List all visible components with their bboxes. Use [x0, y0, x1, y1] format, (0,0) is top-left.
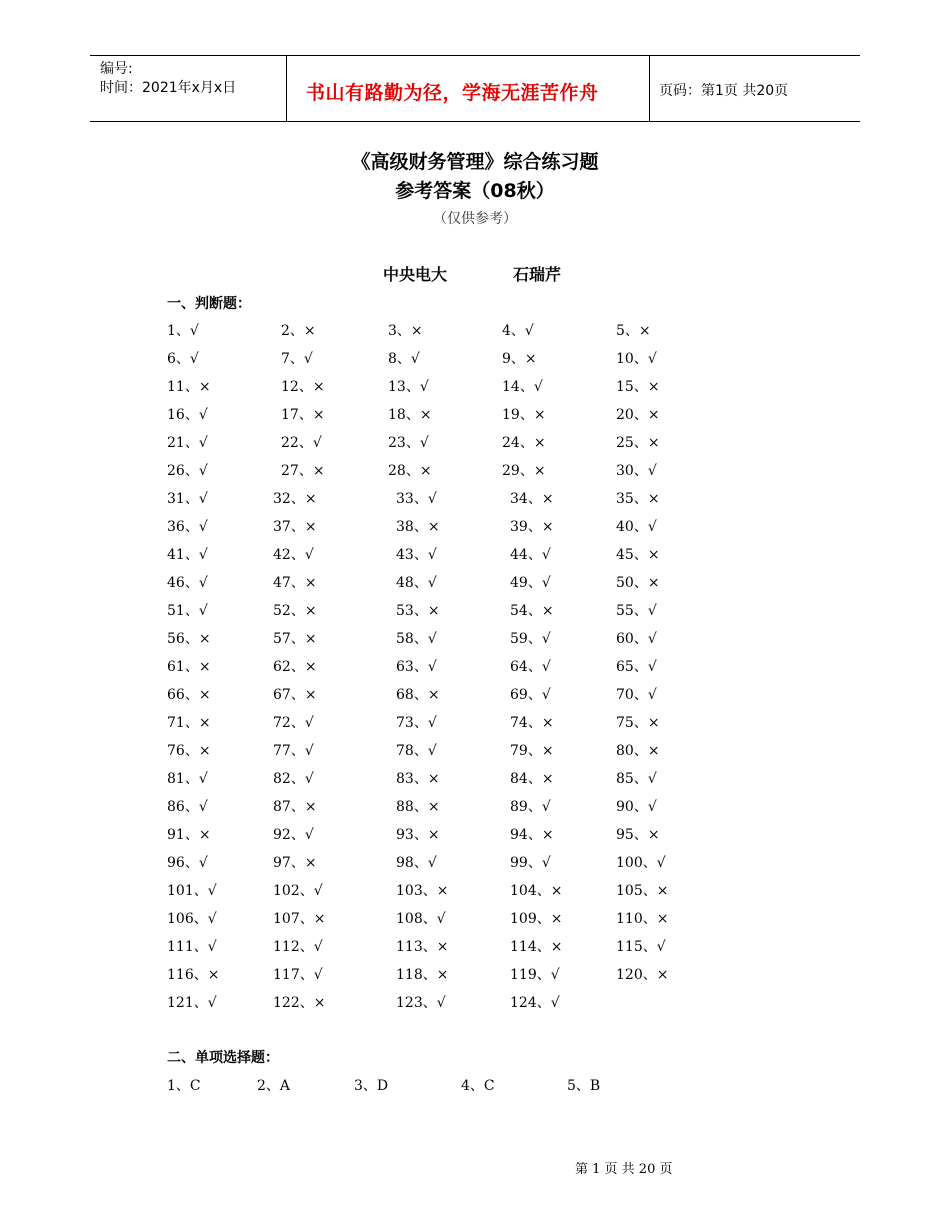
header-top-rule	[90, 55, 860, 56]
judgement-answer: 108、√	[396, 911, 446, 927]
judgement-answer: 109、×	[510, 911, 563, 927]
judgement-answer: 123、√	[396, 995, 446, 1011]
single-choice-answer: 4、C	[461, 1078, 495, 1094]
judgement-answer: 58、√	[396, 631, 437, 647]
document-title: 《高级财务管理》综合练习题	[351, 151, 599, 173]
judgement-answer: 77、√	[273, 743, 314, 759]
judgement-answer: 72、√	[273, 715, 314, 731]
judgement-answer: 28、×	[388, 463, 432, 479]
judgement-answer: 52、×	[273, 603, 317, 619]
judgement-answer: 119、√	[510, 967, 560, 983]
judgement-answer: 50、×	[616, 575, 660, 591]
judgement-answer: 47、×	[273, 575, 317, 591]
judgement-answer: 49、√	[510, 575, 551, 591]
header-divider-right	[649, 55, 650, 121]
author-name: 石瑞芹	[513, 265, 562, 284]
judgement-answer: 41、√	[167, 547, 208, 563]
judgement-answer: 26、√	[167, 463, 208, 479]
judgement-answer: 91、×	[167, 827, 211, 843]
judgement-answer: 66、×	[167, 687, 211, 703]
judgement-answer: 9、×	[502, 351, 537, 367]
judgement-answer: 65、√	[616, 659, 657, 675]
judgement-answer: 14、√	[502, 379, 543, 395]
judgement-answer: 12、×	[281, 379, 325, 395]
judgement-answer: 104、×	[510, 883, 563, 899]
judgement-answer: 78、√	[396, 743, 437, 759]
single-choice-answer: 2、A	[257, 1078, 291, 1094]
judgement-answer: 87、×	[273, 799, 317, 815]
single-choice-answer: 5、B	[567, 1078, 601, 1094]
judgement-answer: 86、√	[167, 799, 208, 815]
judgement-answer: 21、√	[167, 435, 208, 451]
judgement-answer: 73、√	[396, 715, 437, 731]
judgement-answer: 39、×	[510, 519, 554, 535]
judgement-answer: 29、×	[502, 463, 546, 479]
judgement-answer: 1、√	[167, 323, 199, 339]
judgement-answer: 31、√	[167, 491, 208, 507]
judgement-answer: 124、√	[510, 995, 560, 1011]
judgement-answer: 112、√	[273, 939, 323, 955]
single-choice-answer: 3、D	[354, 1078, 389, 1094]
judgement-answer: 67、×	[273, 687, 317, 703]
page-footer: 第 1 页 共 20 页	[575, 1162, 673, 1177]
judgement-answer: 71、×	[167, 715, 211, 731]
judgement-answer: 110、×	[616, 911, 669, 927]
judgement-answer: 93、×	[396, 827, 440, 843]
judgement-answer: 84、×	[510, 771, 554, 787]
judgement-answer: 27、×	[281, 463, 325, 479]
judgement-answer: 36、√	[167, 519, 208, 535]
judgement-answer: 43、√	[396, 547, 437, 563]
judgement-answer: 59、√	[510, 631, 551, 647]
judgement-answer: 101、√	[167, 883, 217, 899]
judgement-answer: 3、×	[388, 323, 423, 339]
judgement-answer: 6、√	[167, 351, 199, 367]
judgement-answer: 106、√	[167, 911, 217, 927]
reference-note: （仅供参考）	[433, 211, 517, 227]
single-choice-answer: 1、C	[167, 1078, 201, 1094]
judgement-answer: 22、√	[281, 435, 322, 451]
judgement-answer: 114、×	[510, 939, 563, 955]
judgement-answer: 100、√	[616, 855, 666, 871]
serial-label: 编号:	[100, 61, 133, 77]
judgement-answer: 20、×	[616, 407, 660, 423]
judgement-answer: 80、×	[616, 743, 660, 759]
judgement-answer: 51、√	[167, 603, 208, 619]
judgement-answer: 103、×	[396, 883, 449, 899]
document-subtitle: 参考答案（08秋）	[395, 180, 555, 202]
judgement-answer: 88、×	[396, 799, 440, 815]
judgement-answer: 32、×	[273, 491, 317, 507]
judgement-answer: 122、×	[273, 995, 326, 1011]
judgement-answer: 8、√	[388, 351, 420, 367]
judgement-answer: 89、√	[510, 799, 551, 815]
judgement-answer: 2、×	[281, 323, 316, 339]
header-bottom-rule	[90, 121, 860, 122]
judgement-answer: 13、√	[388, 379, 429, 395]
judgement-answer: 30、√	[616, 463, 657, 479]
time-label: 时间：2021年x月x日	[100, 80, 237, 96]
header-motto: 书山有路勤为径，学海无涯苦作舟	[306, 82, 599, 104]
judgement-answer: 82、√	[273, 771, 314, 787]
judgement-answer: 111、√	[167, 939, 217, 955]
judgement-answer: 68、×	[396, 687, 440, 703]
judgement-answer: 69、√	[510, 687, 551, 703]
judgement-answer: 15、×	[616, 379, 660, 395]
judgement-answer: 60、√	[616, 631, 657, 647]
judgement-answer: 120、×	[616, 967, 669, 983]
judgement-answer: 48、√	[396, 575, 437, 591]
judgement-answer: 57、×	[273, 631, 317, 647]
header-page-label: 页码：第1页 共20页	[659, 83, 789, 99]
judgement-answer: 64、√	[510, 659, 551, 675]
judgement-answer: 5、×	[616, 323, 651, 339]
judgement-answer: 40、√	[616, 519, 657, 535]
judgement-answer: 61、×	[167, 659, 211, 675]
judgement-answer: 34、×	[510, 491, 554, 507]
section-heading-single-choice: 二、单项选择题：	[167, 1050, 279, 1066]
judgement-answer: 19、×	[502, 407, 546, 423]
judgement-answer: 115、√	[616, 939, 666, 955]
judgement-answer: 56、×	[167, 631, 211, 647]
judgement-answer: 98、√	[396, 855, 437, 871]
judgement-answer: 74、×	[510, 715, 554, 731]
judgement-answer: 33、√	[396, 491, 437, 507]
judgement-answer: 107、×	[273, 911, 326, 927]
judgement-answer: 17、×	[281, 407, 325, 423]
judgement-answer: 62、×	[273, 659, 317, 675]
judgement-answer: 11、×	[167, 379, 211, 395]
judgement-answer: 46、√	[167, 575, 208, 591]
judgement-answer: 97、×	[273, 855, 317, 871]
judgement-answer: 18、×	[388, 407, 432, 423]
judgement-answer: 23、√	[388, 435, 429, 451]
judgement-answer: 24、×	[502, 435, 546, 451]
section-heading-judgement: 一、判断题：	[167, 296, 251, 312]
judgement-answer: 113、×	[396, 939, 449, 955]
header-divider-left	[286, 55, 287, 121]
judgement-answer: 116、×	[167, 967, 220, 983]
judgement-answer: 121、√	[167, 995, 217, 1011]
judgement-answer: 79、×	[510, 743, 554, 759]
judgement-answer: 63、√	[396, 659, 437, 675]
judgement-answer: 53、×	[396, 603, 440, 619]
judgement-answer: 96、√	[167, 855, 208, 871]
judgement-answer: 37、×	[273, 519, 317, 535]
judgement-answer: 85、√	[616, 771, 657, 787]
judgement-answer: 4、√	[502, 323, 534, 339]
judgement-answer: 75、×	[616, 715, 660, 731]
judgement-answer: 92、√	[273, 827, 314, 843]
judgement-answer: 44、√	[510, 547, 551, 563]
judgement-answer: 35、×	[616, 491, 660, 507]
judgement-answer: 102、√	[273, 883, 323, 899]
judgement-answer: 117、√	[273, 967, 323, 983]
judgement-answer: 38、×	[396, 519, 440, 535]
judgement-answer: 90、√	[616, 799, 657, 815]
judgement-answer: 99、√	[510, 855, 551, 871]
judgement-answer: 83、×	[396, 771, 440, 787]
judgement-answer: 7、√	[281, 351, 313, 367]
judgement-answer: 81、√	[167, 771, 208, 787]
judgement-answer: 25、×	[616, 435, 660, 451]
judgement-answer: 16、√	[167, 407, 208, 423]
judgement-answer: 54、×	[510, 603, 554, 619]
judgement-answer: 94、×	[510, 827, 554, 843]
judgement-answer: 42、√	[273, 547, 314, 563]
judgement-answer: 118、×	[396, 967, 449, 983]
judgement-answer: 70、√	[616, 687, 657, 703]
judgement-answer: 76、×	[167, 743, 211, 759]
judgement-answer: 95、×	[616, 827, 660, 843]
judgement-answer: 55、√	[616, 603, 657, 619]
judgement-answer: 10、√	[616, 351, 657, 367]
author-org: 中央电大	[383, 265, 448, 284]
judgement-answer: 45、×	[616, 547, 660, 563]
judgement-answer: 105、×	[616, 883, 669, 899]
